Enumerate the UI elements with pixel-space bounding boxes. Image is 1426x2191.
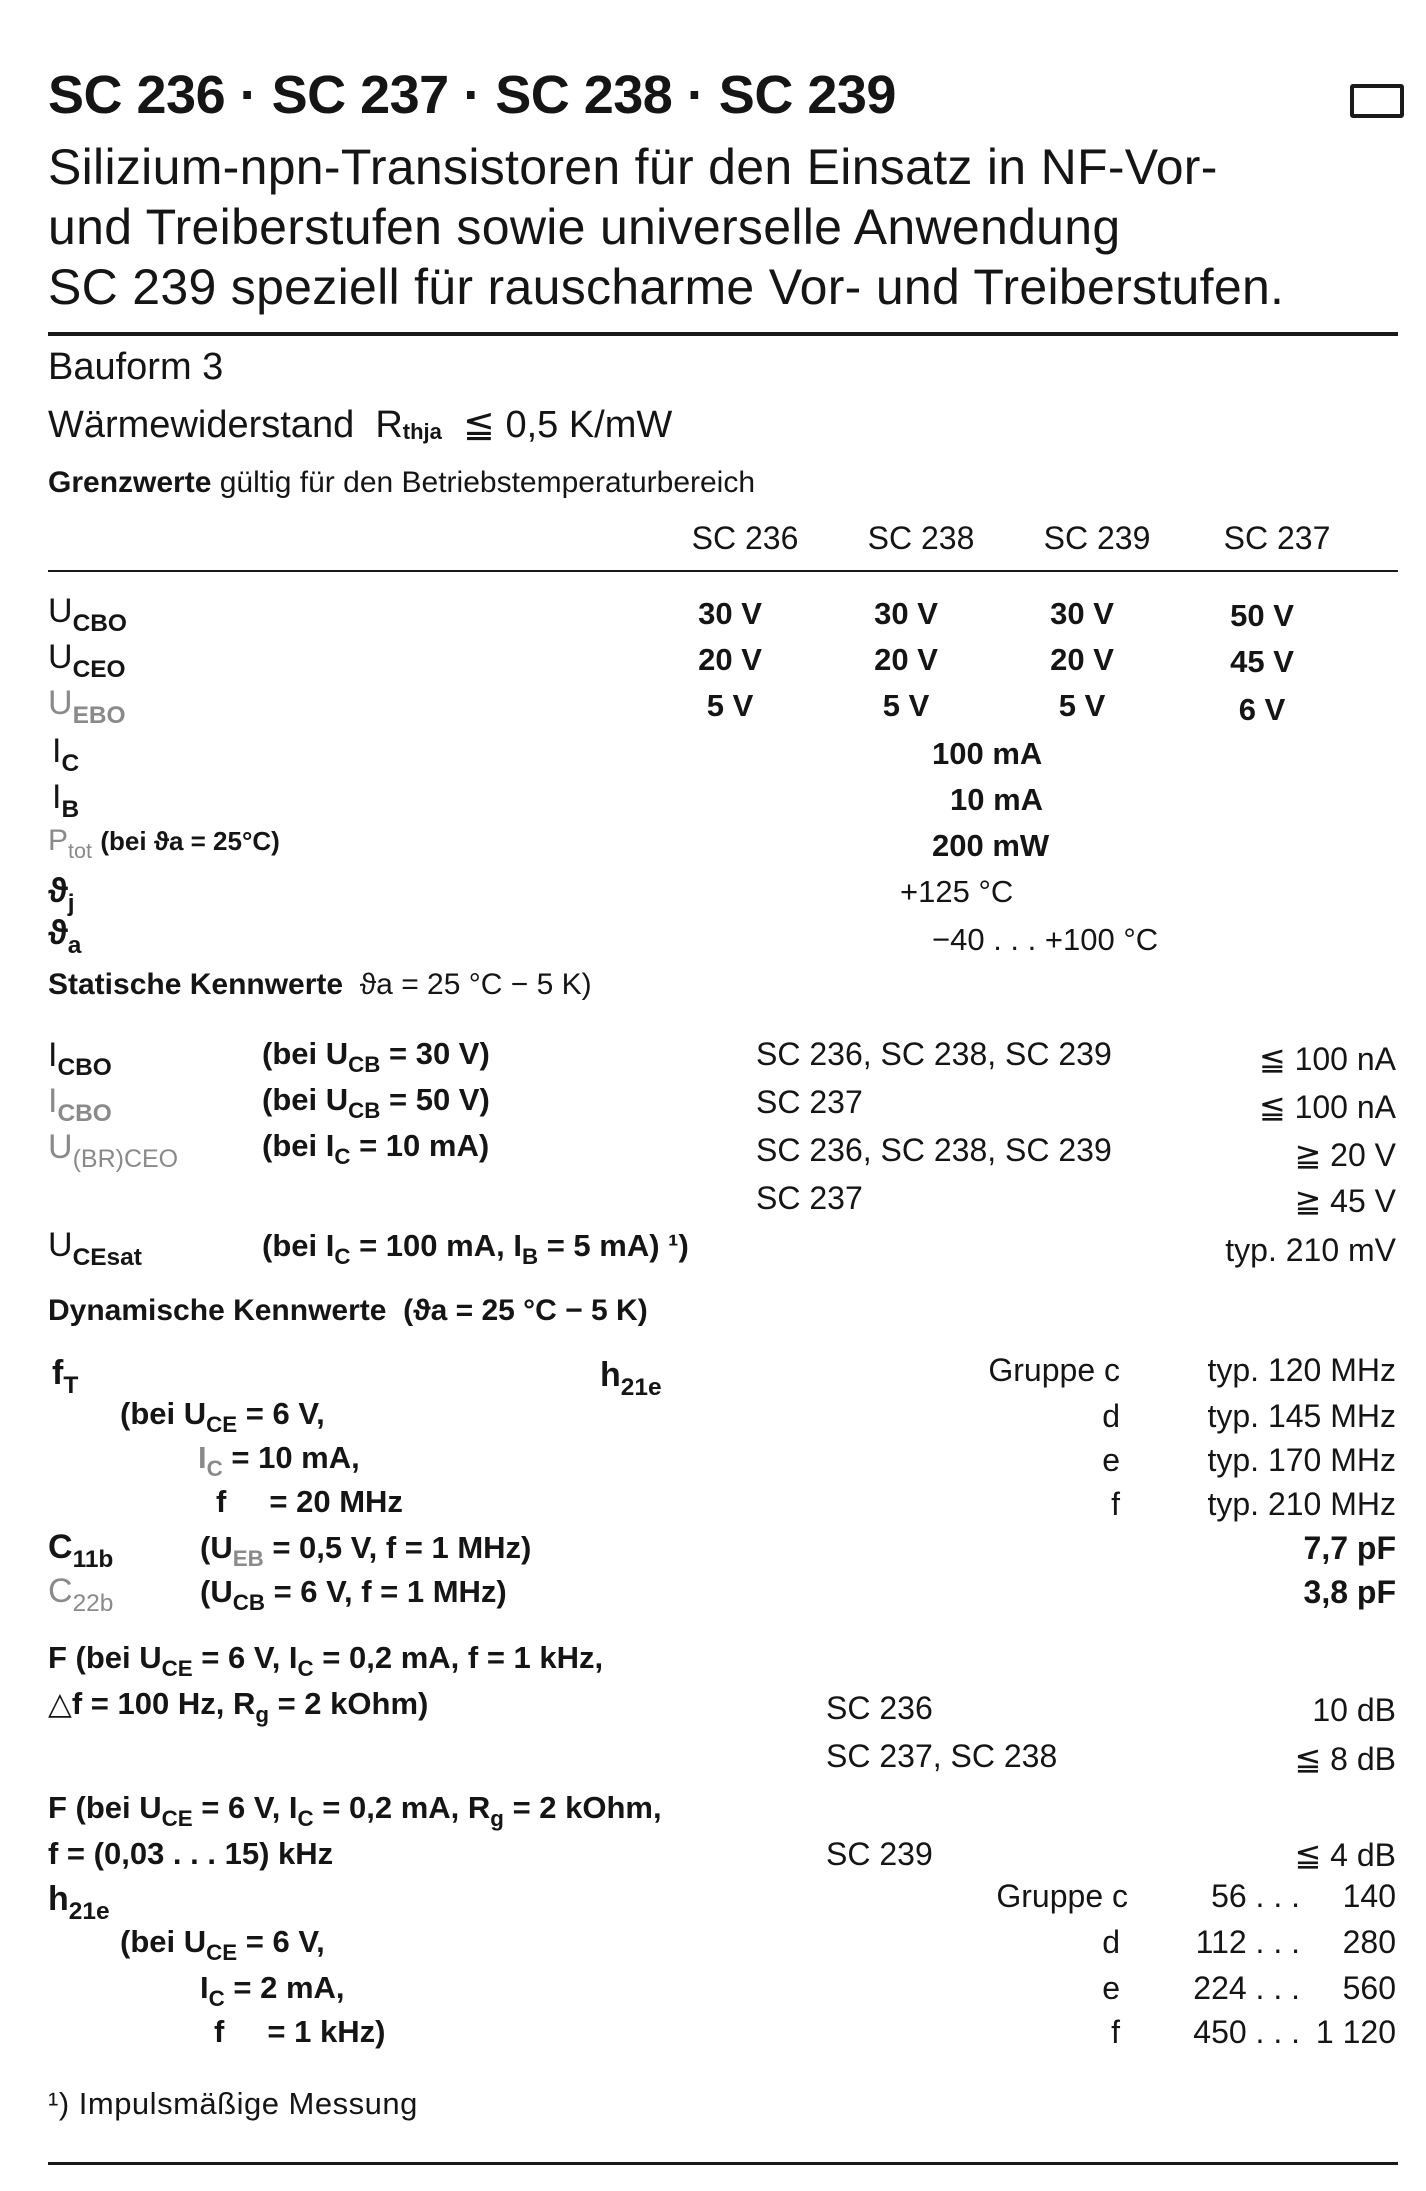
grenzwerte-heading: Grenzwerte gültig für den Betriebstemperaturbereich xyxy=(48,466,756,499)
ubrceo-types-2: SC 237 xyxy=(756,1180,863,1216)
ubrceo-value-1: ≧ 20 V xyxy=(1294,1137,1396,1173)
h21e-min-d: 112 . . . xyxy=(1195,1924,1300,1960)
col-header-1: SC 236 xyxy=(691,520,799,556)
icbo-2-cond: (bei $U_{CB} = 50$ V) xyxy=(262,1082,490,1123)
statische-heading: Statische Kennwerte ϑa = 25 °C − 5 K) xyxy=(48,968,592,1001)
symbol-c22b: $C_{22b}$ xyxy=(48,1572,114,1617)
symbol-ic: $I_C$ xyxy=(52,732,80,777)
h21e-max-e: 560 xyxy=(1342,1970,1396,2006)
col-header-2: SC 238 xyxy=(867,520,975,556)
h21e-max-d: 280 xyxy=(1342,1924,1396,1960)
symbol-theta-j: $ϑ_j$ xyxy=(48,872,75,917)
noise1-value-1: 10 dB xyxy=(1312,1692,1396,1728)
symbol-ubrceo: $U_{(BR)CEO}$ xyxy=(48,1128,179,1173)
ft-value-d: typ. 145 MHz xyxy=(1207,1398,1396,1434)
ic-value: 100 mA xyxy=(932,736,1043,771)
uceo-sc238: 20 V xyxy=(874,642,938,677)
h21e-group-e: e xyxy=(1102,1970,1120,2006)
waermewiderstand: Wärmewiderstand Rthja ≦ 0,5 K/mW xyxy=(48,404,673,446)
ft-value-c: typ. 120 MHz xyxy=(1207,1352,1396,1388)
footnote: ¹) Impulsmäßige Messung xyxy=(48,2086,418,2121)
uebo-sc239: 5 V xyxy=(1058,688,1106,723)
noise2-types: SC 239 xyxy=(826,1836,933,1872)
uebo-sc238: 5 V xyxy=(882,688,930,723)
symbol-theta-a: $ϑ_a$ xyxy=(48,914,82,959)
ft-group-c: Gruppe c xyxy=(988,1352,1120,1388)
h21e-cond-2: $I_C = 2$ mA, xyxy=(200,1970,345,2011)
bauform: Bauform 3 xyxy=(48,346,224,388)
uceo-sc239: 20 V xyxy=(1050,642,1114,677)
subtitle-line-2: und Treiberstufen sowie universelle Anwendung xyxy=(48,199,1121,255)
ft-group-d: d xyxy=(1102,1398,1120,1434)
symbol-icbo-1: $I_{CBO}$ xyxy=(48,1036,112,1081)
h21e-min-f: 450 . . . xyxy=(1193,2014,1300,2050)
h21e-min-e: 224 . . . xyxy=(1193,1970,1300,2006)
noise2-value: ≦ 4 dB xyxy=(1294,1837,1396,1873)
ucbo-sc236: 30 V xyxy=(698,596,762,631)
grenzwerte-divider xyxy=(48,570,1398,572)
col-header-3: SC 239 xyxy=(1043,520,1151,556)
symbol-ptot: $P_{tot}$ (bei ϑa = 25°C) xyxy=(48,824,280,863)
uebo-sc236: 5 V xyxy=(706,688,754,723)
ucesat-value: typ. 210 mV xyxy=(1225,1232,1396,1268)
noise1-line-1: F (bei $U_{CE} = 6$ V, $I_C = 0,2$ mA, f = 1 kHz, xyxy=(48,1640,604,1681)
ft-cond-1: (bei $U_{CE} = 6$ V, xyxy=(120,1396,325,1437)
icbo-1-value: ≦ 100 nA xyxy=(1258,1041,1396,1077)
noise1-value-2: ≦ 8 dB xyxy=(1294,1741,1396,1777)
h21e-group-d: d xyxy=(1102,1924,1120,1960)
symbol-h21e: $h_{21e}$ xyxy=(48,1880,110,1925)
symbol-icbo-2: $I_{CBO}$ xyxy=(48,1082,112,1127)
c22b-cond: ($U_{CB} = 6$ V, f = 1 MHz) xyxy=(200,1574,507,1615)
ib-value: 10 mA xyxy=(950,782,1044,817)
ucbo-sc238: 30 V xyxy=(874,596,938,631)
ucbo-sc239: 30 V xyxy=(1050,596,1114,631)
uceo-sc237: 45 V xyxy=(1230,644,1294,679)
ft-cond-3: f = 20 MHz xyxy=(216,1484,403,1519)
noise1-line-2: △f = 100 Hz, $R_g = 2$ kOhm) xyxy=(48,1686,429,1727)
title-divider xyxy=(48,332,1398,336)
symbol-ucesat: $U_{CEsat}$ xyxy=(48,1226,142,1271)
ft-cond-2: $I_C = 10$ mA, xyxy=(198,1440,360,1481)
c11b-cond: ($U_{EB} = 0,5$ V, f = 1 MHz) xyxy=(200,1530,532,1571)
icbo-1-types: SC 236, SC 238, SC 239 xyxy=(756,1036,1112,1072)
ubrceo-types-1: SC 236, SC 238, SC 239 xyxy=(756,1132,1112,1168)
subtitle-line-1: Silizium-npn-Transistoren für den Einsatz in NF-Vor- xyxy=(48,139,1218,195)
title: SC 236 · SC 237 · SC 238 · SC 239 xyxy=(48,65,896,125)
noise2-line-2: f = (0,03 . . . 15) kHz xyxy=(48,1836,334,1871)
icbo-1-cond: (bei $U_{CB} = 30$ V) xyxy=(262,1036,490,1077)
c11b-value: 7,7 pF xyxy=(1303,1530,1396,1566)
subtitle-line-3: SC 239 speziell für rauscharme Vor- und Treiberstufen. xyxy=(48,259,1285,315)
ft-group-f: f xyxy=(1111,1486,1120,1522)
h21e-cond-1: (bei $U_{CE} = 6$ V, xyxy=(120,1924,325,1965)
h21e-min-c: 56 . . . xyxy=(1211,1878,1300,1914)
theta-j-value: +125 °C xyxy=(900,874,1014,909)
ft-value-f: typ. 210 MHz xyxy=(1207,1486,1396,1522)
h21e-cond-3: f = 1 kHz) xyxy=(214,2014,386,2049)
icbo-2-value: ≦ 100 nA xyxy=(1258,1089,1396,1125)
h21e-max-c: 140 xyxy=(1342,1878,1396,1914)
ubrceo-cond: (bei $I_C = 10$ mA) xyxy=(262,1128,490,1169)
ucbo-sc237: 50 V xyxy=(1230,598,1294,633)
symbol-c11b: $C_{11b}$ xyxy=(48,1528,114,1573)
symbol-ucbo: $U_{CBO}$ xyxy=(48,592,127,637)
noise1-types-2: SC 237, SC 238 xyxy=(826,1738,1058,1774)
symbol-uceo: $U_{CEO}$ xyxy=(48,638,126,683)
package-outline-icon xyxy=(1350,84,1404,118)
ubrceo-value-2: ≧ 45 V xyxy=(1294,1183,1396,1219)
ft-group-e: e xyxy=(1102,1442,1120,1478)
uceo-sc236: 20 V xyxy=(698,642,762,677)
icbo-2-types: SC 237 xyxy=(756,1084,863,1120)
symbol-h21e-ft: $h_{21e}$ xyxy=(600,1356,662,1401)
uebo-sc237: 6 V xyxy=(1238,692,1286,727)
dynamische-heading: Dynamische Kennwerte (ϑa = 25 °C − 5 K) xyxy=(48,1294,648,1327)
h21e-group-c: Gruppe c xyxy=(996,1878,1128,1914)
bottom-divider xyxy=(48,2162,1398,2165)
h21e-group-f: f xyxy=(1111,2014,1120,2050)
ft-value-e: typ. 170 MHz xyxy=(1207,1442,1396,1478)
symbol-ft: $f_T$ xyxy=(52,1354,79,1399)
ptot-value: 200 mW xyxy=(932,828,1050,863)
c22b-value: 3,8 pF xyxy=(1303,1574,1396,1610)
symbol-ib: $I_B$ xyxy=(52,778,80,823)
ucesat-cond: (bei $I_C = 100$ mA, $I_B = 5$ mA) ¹) xyxy=(262,1228,689,1269)
symbol-uebo: $U_{EBO}$ xyxy=(48,684,126,729)
theta-a-value: −40 . . . +100 °C xyxy=(932,922,1159,957)
h21e-max-f: 1 120 xyxy=(1315,2014,1396,2050)
noise1-types-1: SC 236 xyxy=(826,1690,933,1726)
noise2-line-1: F (bei $U_{CE} = 6$ V, $I_C = 0,2$ mA, $R_g = 2$ kOhm, xyxy=(48,1790,662,1831)
col-header-4: SC 237 xyxy=(1223,520,1331,556)
